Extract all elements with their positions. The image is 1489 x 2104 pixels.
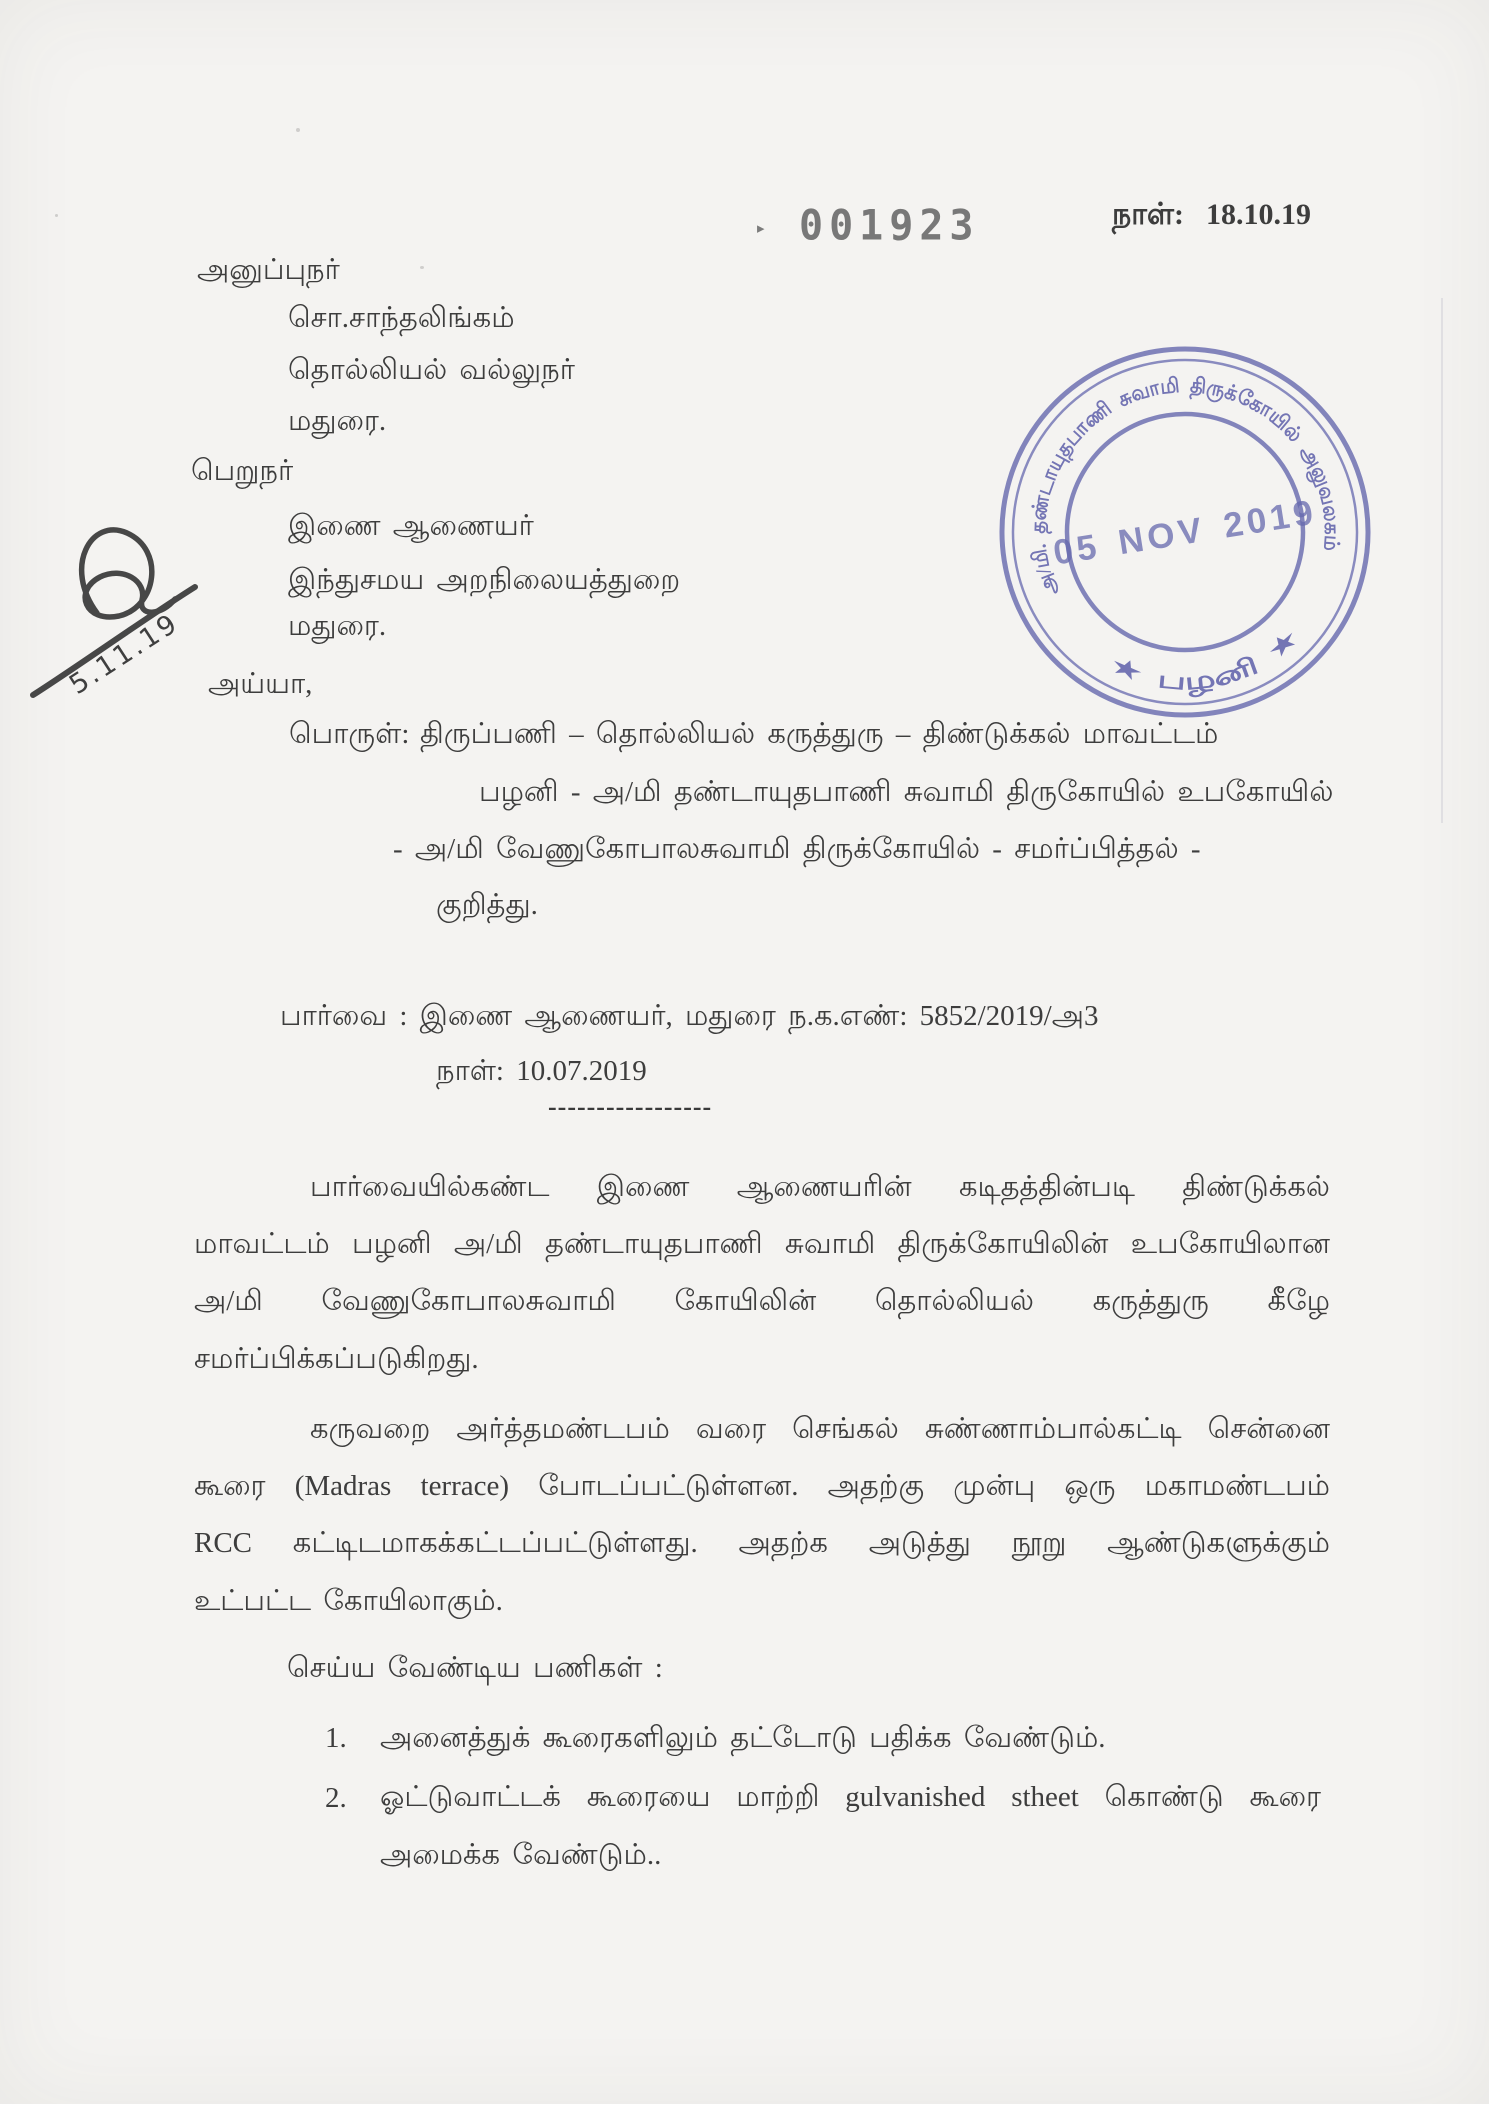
- task-number: 2.: [325, 1782, 347, 1814]
- receiver-name: இணை ஆணையர்: [288, 510, 534, 542]
- serial-number-stamp: 001923: [799, 202, 980, 250]
- seal-outer-ring: [976, 323, 1395, 742]
- task-text-continued: அமைக்க வேண்டும்..: [380, 1839, 662, 1871]
- subject-line: பழனி - அ/மி தண்டாயுதபாணி சுவாமி திருகோயில் உபகோயில்: [479, 776, 1334, 808]
- letter-date-label: நாள்:: [1112, 198, 1184, 231]
- tasks-heading: செய்ய வேண்டிய பணிகள் :: [287, 1652, 663, 1684]
- para2-line: RCC கட்டிடமாகக்கட்டப்பட்டுள்ளது. அதற்க அடுத்து நூறு ஆண்டுகளுக்கும்: [194, 1527, 1330, 1559]
- para1-line: மாவட்டம் பழனி அ/மி தண்டாயுதபாணி சுவாமி திருக்கோயிலின் உபகோயிலான: [194, 1228, 1330, 1260]
- para1-line: சமர்ப்பிக்கப்படுகிறது.: [194, 1343, 479, 1375]
- paper-speck: [296, 128, 300, 132]
- subject-line: குறித்து.: [436, 889, 538, 921]
- scan-crease: [1441, 298, 1443, 823]
- para1-line: பார்வையில்கண்ட இணை ஆணையரின் கடிதத்தின்படி திண்டுக்கல்: [310, 1171, 1330, 1203]
- subject-label: பொருள்:: [289, 718, 410, 750]
- para2-line: கூரை (Madras terrace) போடப்பட்டுள்ளன. அதற்கு முன்பு ஒரு மகாமண்டபம்: [194, 1470, 1330, 1502]
- para2-line: உட்பட்ட கோயிலாகும்.: [194, 1585, 503, 1617]
- subject-line: - அ/மி வேணுகோபாலசுவாமி திருக்கோயில் - சமர்ப்பித்தல் -: [393, 833, 1201, 865]
- signature-date: 5.11.19: [63, 607, 185, 701]
- task-number: 1.: [325, 1722, 347, 1754]
- task-text: அனைத்துக் கூரைகளிலும் தட்டோடு பதிக்க வேண்டும்.: [380, 1722, 1106, 1754]
- salutation: அய்யா,: [208, 668, 313, 700]
- reference-line: பார்வை : இணை ஆணையர், மதுரை ந.க.எண்: 5852/2019/அ3: [280, 1000, 1099, 1032]
- reference-date: நாள்: 10.07.2019: [436, 1055, 647, 1087]
- paper-speck: [420, 266, 424, 269]
- seal-date-stamp: 05 NOV 2019: [1050, 492, 1320, 573]
- seal-inner-ring: [1050, 397, 1320, 667]
- intake-mark-icon: ▸: [757, 221, 765, 237]
- para1-line: அ/மி வேணுகோபாலசுவாமி கோயிலின் தொல்லியல் கருத்துரு கீழே: [194, 1285, 1330, 1317]
- svg-text:அ/மி. தண்டாயுதபாணி சுவாமி திரு: [1003, 349, 1349, 600]
- temple-office-seal: [962, 309, 1408, 755]
- task-text: ஓட்டுவாட்டக் கூரையை மாற்றி gulvanished stheet கொண்டு கூரை: [380, 1781, 1321, 1813]
- subject-line: திருப்பணி – தொல்லியல் கருத்துரு – திண்டுக்கல் மாவட்டம்: [420, 718, 1219, 750]
- signature: [15, 495, 230, 730]
- receiver-city: மதுரை.: [288, 610, 387, 642]
- seal-ring-text: அ/மி. தண்டாயுதபாணி சுவாமி திருக்கோயில் அலுவலகம்: [1025, 372, 1345, 600]
- receiver-department: இந்துசமய அறநிலையத்துறை: [288, 564, 681, 596]
- paper-speck: [55, 214, 58, 217]
- signature-scribble: [82, 530, 175, 617]
- letter-date: [1112, 198, 1311, 236]
- svg-text:★ பழனி ★: [1102, 622, 1311, 713]
- para2-line: கருவறை அர்த்தமண்டபம் வரை செங்கல் சுண்ணாம்பால்கட்டி சென்னை: [310, 1413, 1330, 1445]
- sender-title: தொல்லியல் வல்லுநர்: [288, 354, 575, 386]
- seal-middle-ring: [988, 335, 1382, 729]
- sender-name: சொ.சாந்தலிங்கம்: [288, 302, 515, 334]
- sender-label: அனுப்புநர்: [197, 254, 340, 286]
- sender-city: மதுரை.: [288, 405, 387, 437]
- receiver-label: பெறுநர்: [191, 455, 294, 487]
- letter-date-value: 18.10.19: [1205, 198, 1311, 231]
- section-divider: -----------------: [548, 1092, 713, 1121]
- seal-bottom-text: ★ பழனி ★: [1105, 632, 1296, 696]
